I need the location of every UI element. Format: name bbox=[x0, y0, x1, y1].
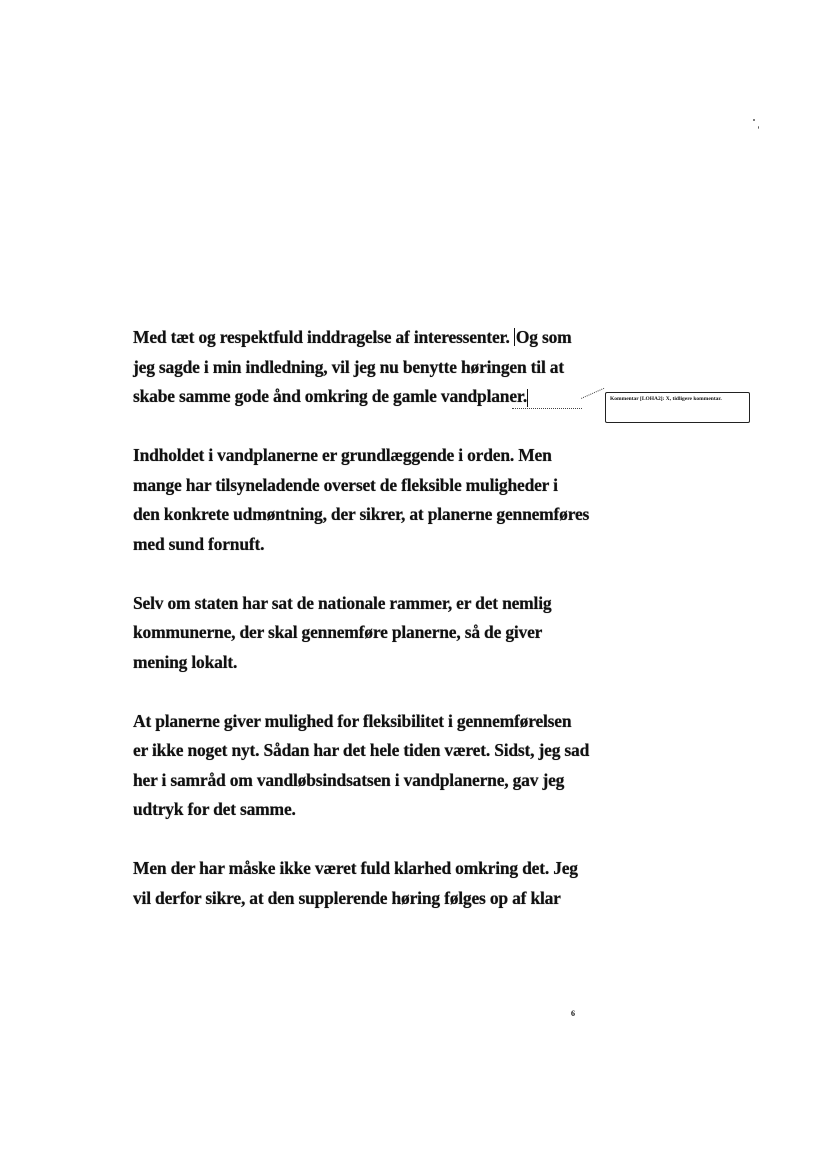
document-body bbox=[133, 323, 603, 913]
paragraph-gap bbox=[133, 825, 603, 855]
text-line: med sund fornuft. bbox=[133, 533, 265, 554]
text-line: jeg sagde i min indledning, vil jeg nu benytte høringen til at bbox=[133, 356, 564, 377]
text-line: Selv om staten har sat de nationale rammer, er det nemlig bbox=[133, 592, 552, 613]
paragraph-1 bbox=[133, 323, 603, 412]
scan-speck bbox=[753, 119, 755, 121]
text-line-part: Og som bbox=[515, 327, 572, 347]
text-line: kommunerne, der skal gennemføre planerne, så de giver bbox=[133, 622, 543, 642]
comment-text: Kommentar [LOHA2]: X, tidligere kommentar. bbox=[610, 396, 722, 402]
paragraph-gap bbox=[133, 412, 603, 442]
text-line: er ikke noget nyt. Sådan har det hele tiden været. Sidst, jeg sad bbox=[133, 740, 590, 760]
paragraph-gap bbox=[133, 559, 603, 589]
paragraph-3 bbox=[133, 589, 603, 678]
text-line: mening lokalt. bbox=[133, 651, 238, 672]
paragraph-gap bbox=[133, 677, 603, 707]
text-line: udtryk for det samme. bbox=[133, 799, 296, 819]
comment-leader-line bbox=[512, 408, 582, 409]
comment-anchor-marker bbox=[527, 389, 528, 407]
text-line: den konkrete udmøntning, der sikrer, at planerne gennemføres bbox=[133, 504, 590, 524]
text-cursor bbox=[514, 328, 515, 346]
text-line: At planerne giver mulighed for fleksibilitet i gennemførelsen bbox=[133, 710, 572, 731]
page-number: 6 bbox=[571, 1009, 575, 1018]
text-line: Indholdet i vandplanerne er grundlæggende i orden. Men bbox=[133, 445, 552, 465]
text-line: mange har tilsyneladende overset de fleksible muligheder i bbox=[133, 474, 558, 495]
text-line-part: Med tæt og respektfuld inddragelse af interessenter. bbox=[133, 327, 510, 347]
paragraph-5 bbox=[133, 854, 603, 913]
text-line: Men der har måske ikke været fuld klarhed omkring det. Jeg bbox=[133, 858, 578, 878]
text-line: vil derfor sikre, at den supplerende høring følges op af klar bbox=[133, 887, 561, 908]
text-line: her i samråd om vandløbsindsatsen i vandplanerne, gav jeg bbox=[133, 769, 565, 790]
text-line-part: skabe samme gode ånd omkring de gamle vandplaner. bbox=[133, 386, 528, 406]
paragraph-2 bbox=[133, 441, 603, 559]
paragraph-4 bbox=[133, 707, 603, 825]
scan-speck bbox=[758, 126, 759, 129]
comment-balloon[interactable] bbox=[605, 392, 750, 423]
text-line bbox=[133, 323, 603, 353]
